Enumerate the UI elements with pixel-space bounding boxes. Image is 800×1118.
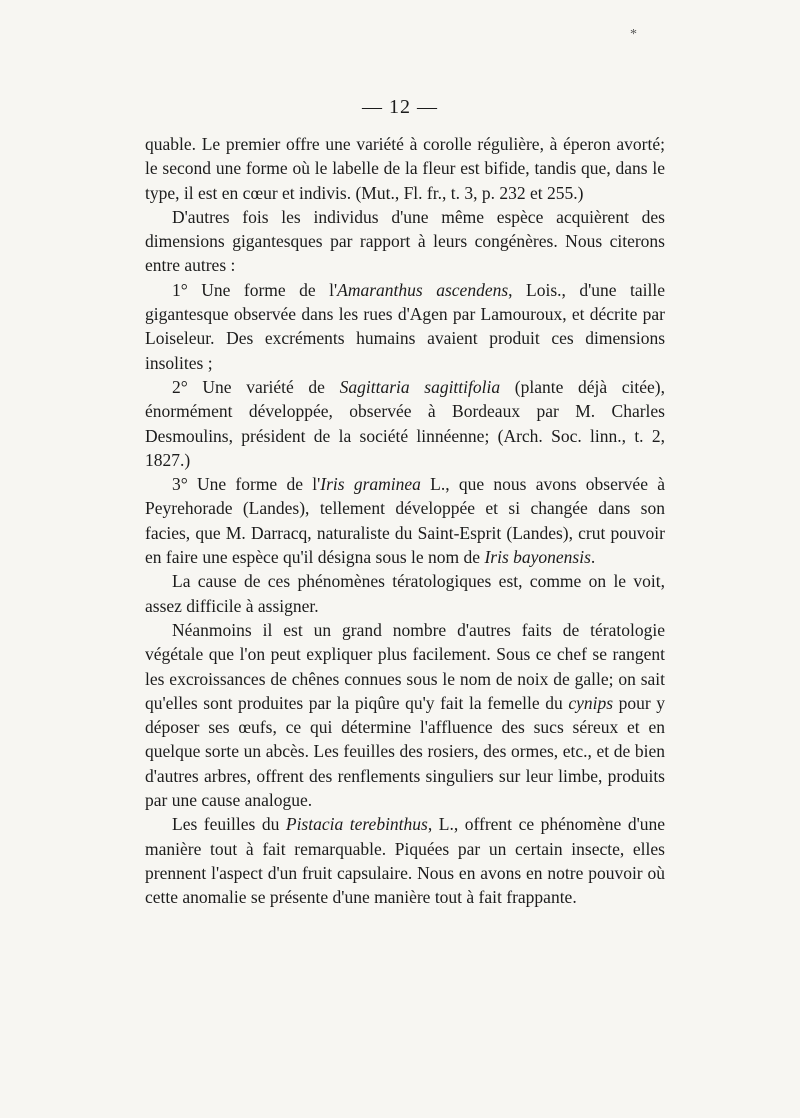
italic-term: Iris bayonensis [484,547,591,568]
text-run: D'autres fois les individus d'une même espèce acquièrent des dimensions gigantesques par rapport à leurs congénères. Nous citerons entre autres : [145,206,665,276]
text-run: . [590,547,596,568]
page-number: — 12 — [362,96,438,118]
text-run: 3° Une forme de l' [172,474,321,495]
text-run: , Lois., d'une taille gigantesque observée dans les rues d'Agen par Lamouroux, et décrite par Loiseleur. Des excréments humains avaient produit ces dimensions insolites ; [145,279,666,373]
italic-term: Sagittaria sagittifolia [339,376,501,397]
text-run: 2° Une variété de [172,376,340,397]
italic-term: Pistacia terebinthus [285,814,428,835]
text-run: quable. Le premier offre une variété à corolle régulière, à éperon avorté; le second une forme où le labelle de la fleur est bifide, tandis que, dans le type, il est en cœur et indivis. (Mut., Fl. fr., t. 3, p. 232 et 255.) [145,134,665,203]
paragraph [145,132,665,205]
paragraph [145,472,665,569]
italic-term: Amaranthus ascendens [337,279,509,300]
paragraph [145,205,665,278]
text-run: , L., offrent ce phénomène d'une manière tout à fait remarquable. Piquées par un certain insecte, elles prennent l'aspect d'un fruit capsulaire. Nous en avons en notre pouvoir où cette anomalie se présente d'une manière tout à fait frappante. [145,814,665,908]
paragraph [145,569,665,618]
text-run: pour y déposer ses œufs, ce qui détermine l'affluence des sucs séreux et en quelque sorte un abcès. Les feuilles des rosiers, des ormes, etc., et de bien d'autres arbres, offrent des renflements singuliers sur leur limbe, produits par une cause analogue. [145,692,666,811]
paragraph [145,618,665,812]
corner-mark: * [630,27,637,42]
text-run: (plante déjà citée), énormément développée, observée à Bordeaux par M. Charles Desmoulins, président de la société linnéenne; (Arch. Soc. linn., t. 2, 1827.) [145,376,665,470]
text-run: Les feuilles du [172,814,286,835]
text-run: 1° Une forme de l' [172,279,338,300]
text-run: La cause de ces phénomènes tératologiques est, comme on le voit, assez difficile à assigner. [145,571,665,616]
text-run: L., que nous avons observée à Peyrehorade (Landes), tellement développée et si changée dans son facies, que M. Darracq, naturaliste du Saint-Esprit (Landes), crut pouvoir en faire une espèce qu'il désigna sous le nom de [145,474,665,568]
paragraph [145,812,665,909]
italic-term: Iris graminea [320,474,421,495]
paragraph [145,278,665,375]
text-run: Néanmoins il est un grand nombre d'autres faits de tératologie végétale que l'on peut expliquer plus facilement. Sous ce chef se rangent les excroissances de chênes connues sous le nom de noix de galle; on sait qu'elles sont produites par la piqûre qu'y fait la femelle du [145,619,665,713]
paragraph [145,375,665,472]
italic-term: cynips [568,692,614,713]
body-text [145,132,665,910]
